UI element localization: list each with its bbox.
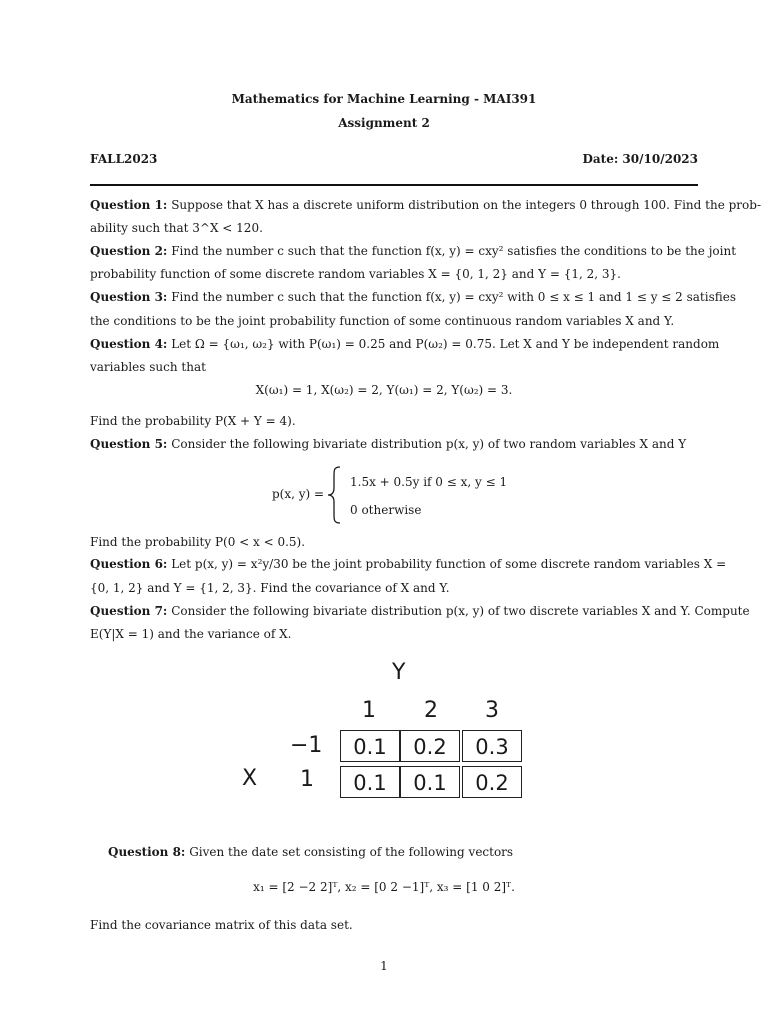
question-7-line-1 — [90, 604, 750, 618]
question-1-label: Question 1: — [90, 198, 168, 212]
question-2-text: Find the number c such that the function f(x, y) = cxy² satisfies the conditions to be the joint — [171, 244, 737, 258]
question-2-line-2: probability function of some discrete random variables X = {0, 1, 2} and Y = {1, 2, 3}. — [90, 267, 621, 281]
date: Date: 30/10/2023 — [582, 152, 698, 166]
table-cell: 0.2 — [400, 730, 460, 762]
question-1-text: Suppose that X has a discrete uniform distribution on the integers 0 through 100. Find the prob- — [171, 198, 761, 212]
question-5-text: Consider the following bivariate distribution p(x, y) of two random variables X and Y — [171, 437, 687, 451]
question-1-line-1 — [90, 198, 761, 212]
table-col-header: 1 — [362, 698, 376, 723]
question-4-equation: X(ω₁) = 1, X(ω₂) = 2, Y(ω₁) = 2, Y(ω₂) = 3. — [255, 383, 513, 397]
term: FALL2023 — [90, 152, 158, 166]
question-8-line-2: Find the covariance matrix of this data set. — [90, 918, 353, 932]
table-cell: 0.3 — [462, 730, 522, 762]
table-cell: 0.1 — [400, 766, 460, 798]
question-5-case-1: 1.5x + 0.5y if 0 ≤ x, y ≤ 1 — [350, 475, 508, 489]
question-5-label: Question 5: — [90, 437, 168, 451]
question-5-brace — [326, 466, 342, 527]
question-3-text: Find the number c such that the function f(x, y) = cxy² with 0 ≤ x ≤ 1 and 1 ≤ y ≤ 2 satisfies — [171, 290, 737, 304]
question-7-text: Consider the following bivariate distribution p(x, y) of two discrete variables X and Y. Compute — [171, 604, 750, 618]
question-6-label: Question 6: — [90, 557, 168, 571]
question-8-equation: x₁ = [2 −2 2]ᵀ, x₂ = [0 2 −1]ᵀ, x₃ = [1 0 2]ᵀ. — [253, 880, 515, 894]
question-5-line-2: Find the probability P(0 < x < 0.5). — [90, 535, 306, 549]
question-3-line-1 — [90, 290, 737, 304]
table-x-label: X — [242, 766, 258, 791]
question-3-label: Question 3: — [90, 290, 168, 304]
question-7-label: Question 7: — [90, 604, 168, 618]
question-5-line-1 — [90, 437, 698, 451]
question-3-line-2: the conditions to be the joint probability function of some continuous random variables X and Y. — [90, 314, 675, 328]
question-8-line-1 — [108, 845, 513, 859]
table-cell: 0.1 — [340, 730, 400, 762]
table-col-header: 2 — [424, 698, 438, 723]
question-6-text: Let p(x, y) = x²y/30 be the joint probability function of some discrete random variables X = — [171, 557, 727, 571]
question-1-line-2: ability such that 3^X < 120. — [90, 221, 263, 235]
question-4-line-3: Find the probability P(X + Y = 4). — [90, 414, 296, 428]
question-4-label: Question 4: — [90, 337, 168, 351]
question-2-line-1 — [90, 244, 737, 258]
question-4-line-1 — [90, 337, 720, 351]
header-rule — [90, 184, 698, 186]
table-cell: 0.2 — [462, 766, 522, 798]
table-cell: 0.1 — [340, 766, 400, 798]
question-8-text: Given the date set consisting of the following vectors — [189, 845, 514, 859]
question-4-line-2: variables such that — [90, 360, 206, 374]
table-y-label: Y — [392, 660, 406, 685]
question-8-label: Question 8: — [108, 845, 186, 859]
course-title: Mathematics for Machine Learning - MAI391 — [231, 92, 537, 106]
table-row-header: 1 — [300, 767, 314, 792]
question-6-line-2: {0, 1, 2} and Y = {1, 2, 3}. Find the covariance of X and Y. — [90, 581, 450, 595]
table-row-header: −1 — [290, 733, 323, 758]
table-col-header: 3 — [485, 698, 499, 723]
page-number: 1 — [380, 959, 388, 973]
question-6-line-1 — [90, 557, 727, 571]
question-5-case-2: 0 otherwise — [350, 503, 422, 517]
question-4-text: Let Ω = {ω₁, ω₂} with P(ω₁) = 0.25 and P(ω₂) = 0.75. Let X and Y be independent random — [171, 337, 720, 351]
question-7-line-2: E(Y|X = 1) and the variance of X. — [90, 627, 292, 641]
assignment-title: Assignment 2 — [338, 116, 430, 130]
question-2-label: Question 2: — [90, 244, 168, 258]
question-5-lhs: p(x, y) = — [272, 487, 325, 501]
